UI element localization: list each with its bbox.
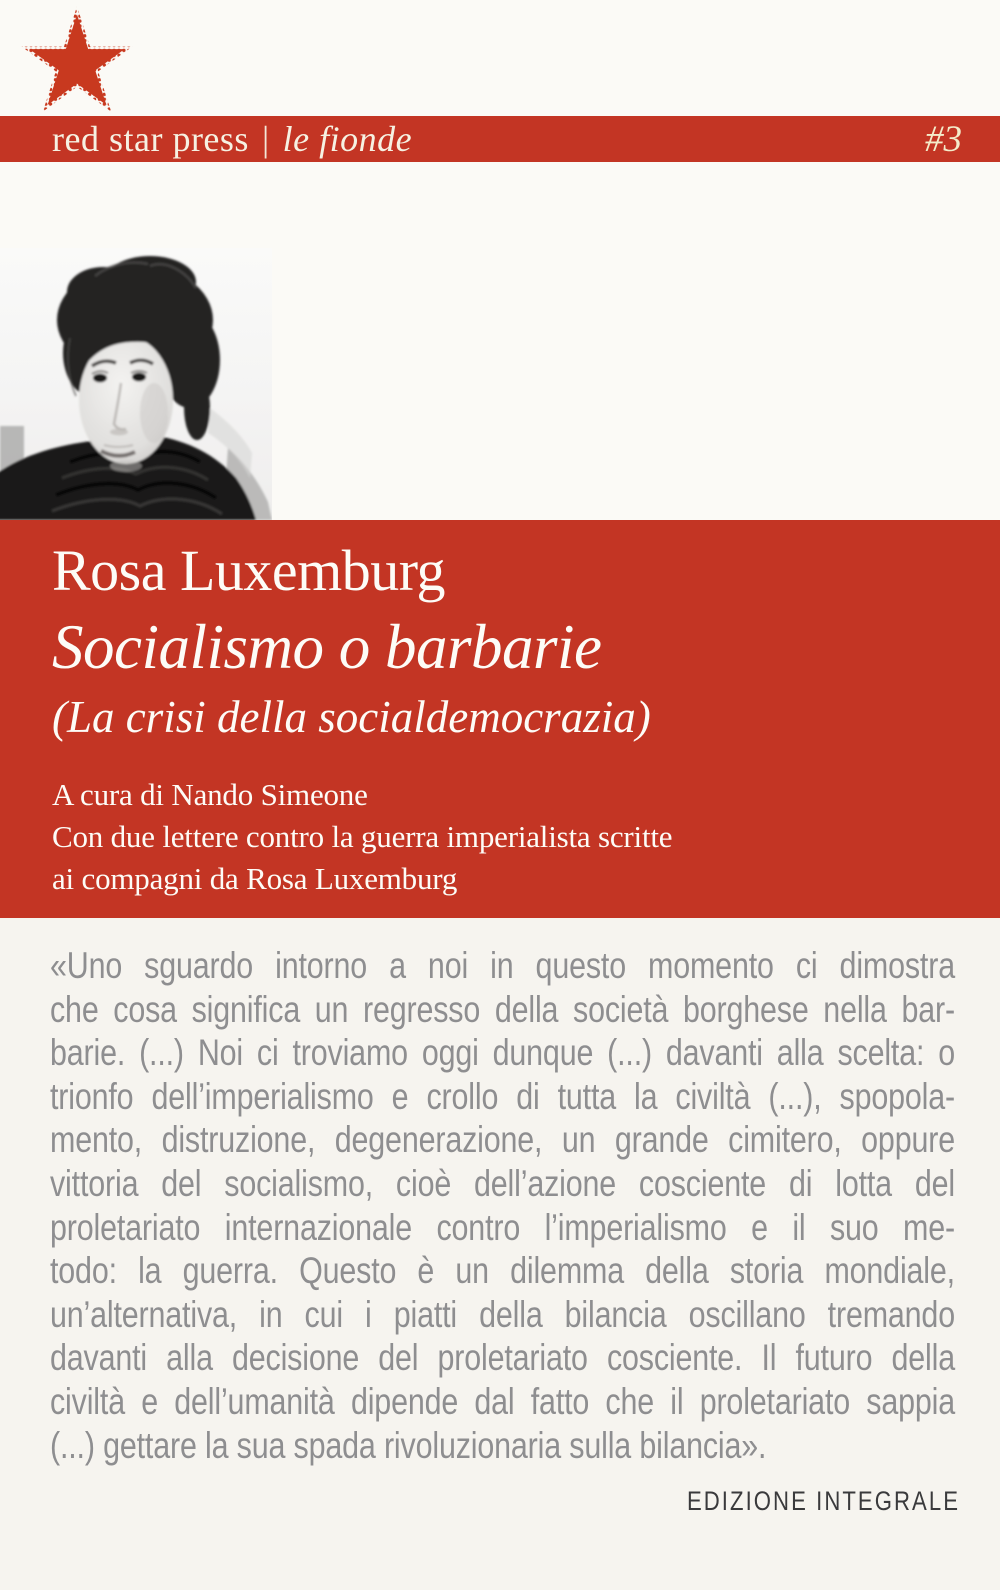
rosa-luxemburg-portrait [0, 248, 272, 520]
series-name: le fionde [282, 119, 413, 159]
book-subtitle: (La crisi della socialdemocrazia) [52, 692, 651, 742]
note-line: Con due lettere contro la guerra imperialista scritte [52, 819, 673, 854]
quote-line: barie. (...) Noi ci troviamo oggi dunque (...) davanti alla scelta: o [50, 1032, 955, 1074]
book-title: Socialismo o barbarie [52, 612, 602, 682]
quote-line: vittoria del socialismo, cioè dell’azione cosciente di lotta del [50, 1162, 955, 1204]
masthead-separator: | [261, 119, 270, 159]
quote-paragraph [50, 944, 955, 1467]
publisher-name: red star press [52, 119, 249, 159]
quote-line: todo: la guerra. Questo è un dilemma della storia mondiale, [50, 1250, 955, 1292]
quote-line: che cosa significa un regresso della società borghese nella bar- [50, 988, 955, 1030]
quote-line: proletariato internazionale contro l’imperialismo e il suo me- [50, 1206, 955, 1248]
red-star-icon [18, 4, 136, 118]
title-block [0, 520, 1000, 918]
quote-line: mento, distruzione, degenerazione, un grande cimitero, oppure [50, 1119, 955, 1161]
masthead-left [52, 116, 412, 162]
editor-credit: A cura di Nando Simeone [52, 777, 368, 812]
quote-line: un’alternativa, in cui i piatti della bilancia oscillano tremando [50, 1293, 955, 1335]
note-line: ai compagni da Rosa Luxemburg [52, 861, 458, 896]
edition-label: EDIZIONE INTEGRALE [686, 1486, 960, 1516]
issue-number: #3 [925, 118, 962, 160]
quote-line: «Uno sguardo intorno a noi in questo momento ci dimostra [50, 945, 955, 986]
quote-line: civiltà e dell’umanità dipende dal fatto che il proletariato sappia [50, 1380, 955, 1422]
quote-line: davanti alla decisione del proletariato cosciente. Il futuro della [50, 1337, 955, 1379]
quote-line: trionfo dell’imperialismo e crollo di tutta la civiltà (...), spopola- [50, 1075, 955, 1117]
masthead-bar [0, 116, 1000, 162]
quote-line: (...) gettare la sua spada rivoluzionaria sulla bilancia». [50, 1424, 767, 1466]
author-name: Rosa Luxemburg [52, 538, 446, 603]
